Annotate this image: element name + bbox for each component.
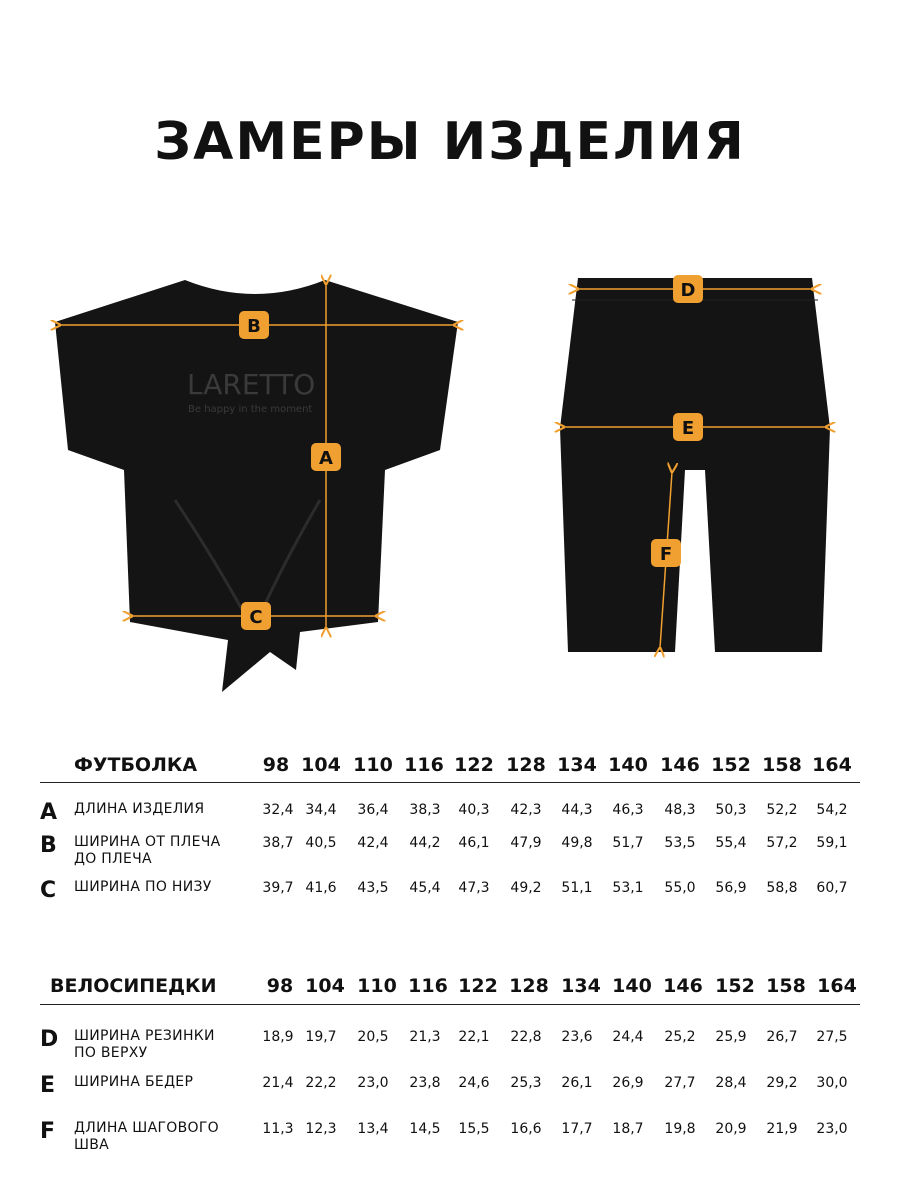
svg-text:B: B [247, 316, 261, 337]
row-letter: D [40, 1027, 59, 1052]
table-cell: 26,7 [766, 1029, 798, 1045]
marker-a [311, 443, 341, 471]
size-header-128: 128 [506, 754, 546, 776]
row-label: ДЛИНА ИЗДЕЛИЯ [74, 801, 205, 817]
table-cell: 25,3 [510, 1075, 542, 1091]
table-cell: 22,1 [458, 1029, 490, 1045]
table-cell: 25,2 [664, 1029, 696, 1045]
table-cell: 27,5 [816, 1029, 848, 1045]
table-cell: 51,1 [561, 880, 593, 896]
marker-e [673, 413, 703, 441]
table-cell: 16,6 [510, 1121, 542, 1137]
table-cell: 29,2 [766, 1075, 798, 1091]
garment-illustration [0, 260, 900, 710]
table-cell: 27,7 [664, 1075, 696, 1091]
table-cell: 39,7 [262, 880, 294, 896]
table-cell: 11,3 [262, 1121, 294, 1137]
table-cell: 47,3 [458, 880, 490, 896]
table-cell: 50,3 [715, 802, 747, 818]
table-cell: 53,1 [612, 880, 644, 896]
table-cell: 17,7 [561, 1121, 593, 1137]
table-cell: 12,3 [305, 1121, 337, 1137]
row-label: ШИРИНА ОТ ПЛЕЧА ДО ПЛЕЧА [74, 834, 221, 867]
size-header-116: 116 [404, 754, 444, 776]
table-divider [40, 782, 860, 783]
table-cell: 40,3 [458, 802, 490, 818]
table-cell: 48,3 [664, 802, 696, 818]
table-cell: 49,8 [561, 835, 593, 851]
svg-text:D: D [680, 280, 696, 301]
table-cell: 22,2 [305, 1075, 337, 1091]
table-cell: 60,7 [816, 880, 848, 896]
table-cell: 25,9 [715, 1029, 747, 1045]
size-header-110: 110 [353, 754, 393, 776]
table-cell: 47,9 [510, 835, 542, 851]
size-header-140: 140 [612, 975, 652, 997]
size-header-146: 146 [660, 754, 700, 776]
row-label: ДЛИНА ШАГОВОГО ШВА [74, 1120, 219, 1153]
table-cell: 23,0 [816, 1121, 848, 1137]
tshirt-heading: ФУТБОЛКА [74, 754, 198, 776]
table-cell: 24,6 [458, 1075, 490, 1091]
table-cell: 59,1 [816, 835, 848, 851]
tshirt-size-table [0, 750, 900, 910]
shorts-size-table [0, 972, 900, 1172]
table-cell: 21,9 [766, 1121, 798, 1137]
shorts-drawing [560, 278, 830, 652]
svg-text:E: E [681, 418, 695, 439]
size-header-98: 98 [262, 754, 290, 776]
size-header-152: 152 [711, 754, 751, 776]
marker-c [241, 602, 271, 630]
table-cell: 20,9 [715, 1121, 747, 1137]
svg-text:A: A [319, 448, 333, 469]
size-header-122: 122 [454, 754, 494, 776]
table-cell: 20,5 [357, 1029, 389, 1045]
size-header-134: 134 [557, 754, 597, 776]
table-cell: 51,7 [612, 835, 644, 851]
table-cell: 13,4 [357, 1121, 389, 1137]
table-cell: 55,4 [715, 835, 747, 851]
table-cell: 32,4 [262, 802, 294, 818]
size-header-134: 134 [561, 975, 601, 997]
table-cell: 38,7 [262, 835, 294, 851]
table-cell: 56,9 [715, 880, 747, 896]
table-cell: 26,9 [612, 1075, 644, 1091]
row-label: ШИРИНА РЕЗИНКИ ПО ВЕРХУ [74, 1028, 215, 1061]
page-title: ЗАМЕРЫ ИЗДЕЛИЯ [154, 112, 746, 172]
table-cell: 46,1 [458, 835, 490, 851]
size-header-122: 122 [458, 975, 498, 997]
table-cell: 53,5 [664, 835, 696, 851]
tshirt-drawing [55, 280, 458, 692]
size-header-152: 152 [715, 975, 755, 997]
marker-d [673, 275, 703, 303]
size-header-98: 98 [266, 975, 294, 997]
size-header-110: 110 [357, 975, 397, 997]
table-cell: 44,2 [409, 835, 441, 851]
svg-text:F: F [659, 544, 673, 565]
table-cell: 30,0 [816, 1075, 848, 1091]
table-cell: 49,2 [510, 880, 542, 896]
size-header-128: 128 [509, 975, 549, 997]
table-cell: 55,0 [664, 880, 696, 896]
size-header-104: 104 [305, 975, 345, 997]
table-cell: 14,5 [409, 1121, 441, 1137]
table-cell: 41,6 [305, 880, 337, 896]
table-divider [40, 1004, 860, 1005]
shorts-heading: ВЕЛОСИПЕДКИ [50, 975, 217, 997]
table-cell: 19,7 [305, 1029, 337, 1045]
table-cell: 26,1 [561, 1075, 593, 1091]
table-cell: 58,8 [766, 880, 798, 896]
row-letter: A [40, 800, 58, 825]
row-label: ШИРИНА БЕДЕР [74, 1074, 194, 1090]
size-header-116: 116 [408, 975, 448, 997]
table-cell: 36,4 [357, 802, 389, 818]
table-cell: 18,7 [612, 1121, 644, 1137]
table-cell: 15,5 [458, 1121, 490, 1137]
table-cell: 54,2 [816, 802, 848, 818]
table-cell: 38,3 [409, 802, 441, 818]
row-letter: E [40, 1073, 56, 1098]
table-cell: 23,0 [357, 1075, 389, 1091]
row-label: ШИРИНА ПО НИЗУ [74, 879, 212, 895]
table-cell: 40,5 [305, 835, 337, 851]
table-cell: 21,4 [262, 1075, 294, 1091]
row-letter: B [40, 833, 57, 858]
size-header-164: 164 [812, 754, 852, 776]
table-cell: 42,3 [510, 802, 542, 818]
table-cell: 18,9 [262, 1029, 294, 1045]
size-header-164: 164 [817, 975, 857, 997]
svg-text:C: C [249, 607, 263, 628]
row-letter: C [40, 878, 57, 903]
size-header-140: 140 [608, 754, 648, 776]
size-header-146: 146 [663, 975, 703, 997]
size-header-104: 104 [301, 754, 341, 776]
table-cell: 43,5 [357, 880, 389, 896]
table-cell: 19,8 [664, 1121, 696, 1137]
marker-b [239, 311, 269, 339]
table-cell: 28,4 [715, 1075, 747, 1091]
table-cell: 42,4 [357, 835, 389, 851]
table-cell: 52,2 [766, 802, 798, 818]
brand-logo: LARETTO [187, 368, 316, 401]
size-header-158: 158 [766, 975, 806, 997]
table-cell: 45,4 [409, 880, 441, 896]
table-cell: 21,3 [409, 1029, 441, 1045]
size-header-158: 158 [762, 754, 802, 776]
table-cell: 24,4 [612, 1029, 644, 1045]
marker-f [651, 539, 681, 567]
brand-slogan: Be happy in the moment [188, 404, 313, 415]
table-cell: 22,8 [510, 1029, 542, 1045]
table-cell: 34,4 [305, 802, 337, 818]
table-cell: 44,3 [561, 802, 593, 818]
table-cell: 46,3 [612, 802, 644, 818]
table-cell: 57,2 [766, 835, 798, 851]
row-letter: F [40, 1119, 56, 1144]
table-cell: 23,8 [409, 1075, 441, 1091]
table-cell: 23,6 [561, 1029, 593, 1045]
